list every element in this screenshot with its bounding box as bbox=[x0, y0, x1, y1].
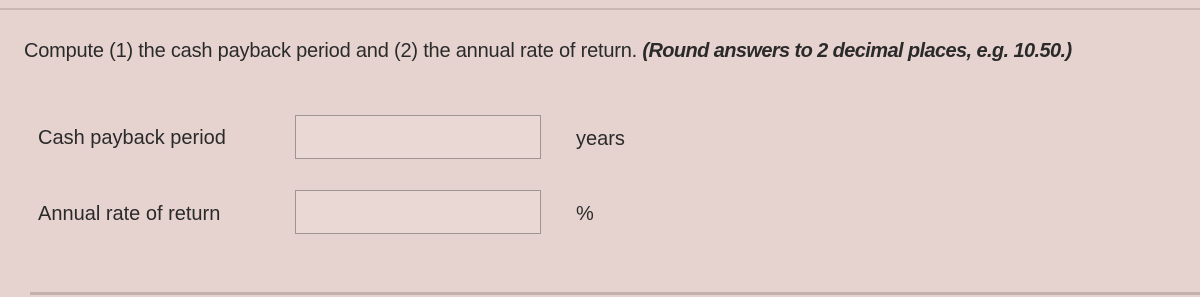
cash-payback-period-input[interactable] bbox=[295, 115, 541, 159]
question-prompt: Compute (1) the cash payback period and (2) the annual rate of return. bbox=[24, 40, 643, 62]
question-instruction bbox=[24, 40, 1072, 63]
bottom-divider bbox=[30, 292, 1200, 295]
annual-rate-of-return-label: Annual rate of return bbox=[38, 203, 221, 225]
annual-rate-of-return-unit: % bbox=[576, 203, 594, 225]
annual-rate-of-return-input[interactable] bbox=[295, 190, 541, 234]
top-divider bbox=[0, 8, 1200, 10]
cash-payback-period-label: Cash payback period bbox=[38, 127, 226, 149]
rounding-note: (Round answers to 2 decimal places, e.g. 10.50.) bbox=[642, 40, 1072, 62]
cash-payback-period-unit: years bbox=[576, 128, 625, 150]
